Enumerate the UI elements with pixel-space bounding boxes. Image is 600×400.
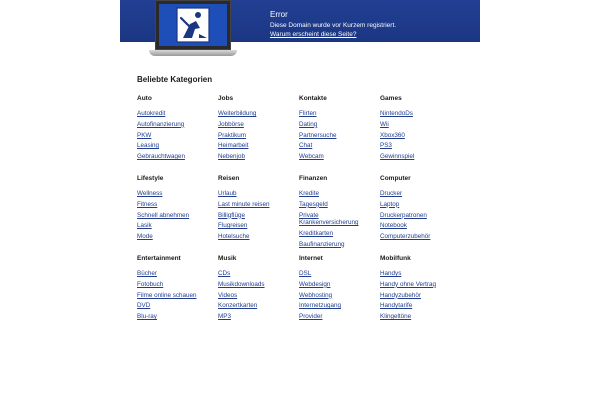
category-link[interactable]: MP3 xyxy=(218,313,231,321)
category-link[interactable]: Videos xyxy=(218,291,238,299)
category-row xyxy=(137,175,477,255)
category-link[interactable]: Laptop xyxy=(380,200,400,208)
category-link[interactable]: Partnersuche xyxy=(299,131,337,139)
category-link[interactable]: Webcam xyxy=(299,153,324,161)
category-row xyxy=(137,255,477,335)
category-title: Auto xyxy=(137,95,152,102)
category-link[interactable]: Druckerpatronen xyxy=(380,211,427,219)
category-link[interactable]: Fotobuch xyxy=(137,280,164,288)
category-internet xyxy=(299,255,380,335)
category-link[interactable]: Handys xyxy=(380,270,402,277)
category-link[interactable]: Provider xyxy=(299,313,323,321)
category-link[interactable]: Xbox360 xyxy=(380,131,405,139)
category-link[interactable]: Tagesgeld xyxy=(299,200,328,208)
category-link[interactable]: Gewinnspiel xyxy=(380,153,415,161)
category-link[interactable]: Handytarife xyxy=(380,302,413,310)
category-link[interactable]: Dating xyxy=(299,120,318,128)
category-link[interactable]: Lasik xyxy=(137,222,152,230)
category-title: Mobilfunk xyxy=(380,255,411,262)
category-link[interactable]: CDs xyxy=(218,270,231,277)
error-title: Error xyxy=(270,10,288,19)
category-link[interactable]: Computerzubehör xyxy=(380,233,431,241)
category-auto xyxy=(137,95,218,175)
category-computer xyxy=(380,175,461,255)
category-link[interactable]: Flirten xyxy=(299,110,317,117)
why-this-page-link[interactable]: Warum erscheint diese Seite? xyxy=(270,31,357,38)
category-link[interactable]: Bücher xyxy=(137,270,157,277)
category-link[interactable]: Fitness xyxy=(137,200,158,208)
category-kontakte xyxy=(299,95,380,175)
category-link[interactable]: Konzertkarten xyxy=(218,302,258,310)
category-link[interactable]: Drucker xyxy=(380,190,403,197)
category-link[interactable]: Handy ohne Vertrag xyxy=(380,280,437,288)
category-link[interactable]: PS3 xyxy=(380,142,392,150)
category-link[interactable]: Autokredit xyxy=(137,110,166,117)
category-link[interactable]: Flugreisen xyxy=(218,222,248,230)
category-title: Jobs xyxy=(218,95,234,102)
popular-categories-heading: Beliebte Kategorien xyxy=(137,75,213,84)
category-link[interactable]: Praktikum xyxy=(218,131,246,139)
category-link[interactable]: Urlaub xyxy=(218,190,237,197)
category-link[interactable]: Last minute reisen xyxy=(218,200,270,208)
error-message: Diese Domain wurde vor Kurzem registriert. xyxy=(270,22,397,29)
category-link[interactable]: Baufinanzierung xyxy=(299,240,345,248)
category-lifestyle xyxy=(137,175,218,255)
category-link[interactable]: Filme online schauen xyxy=(137,291,197,299)
category-row xyxy=(137,95,477,175)
category-link[interactable]: Kreditkarten xyxy=(299,229,333,237)
category-link[interactable]: Wellness xyxy=(137,190,163,197)
category-link[interactable]: Webdesign xyxy=(299,280,331,288)
category-link[interactable]: Handyzubehör xyxy=(380,291,421,299)
category-link[interactable]: Blu-ray xyxy=(137,313,157,321)
category-link[interactable]: Private Krankenversicherung xyxy=(299,211,359,227)
category-link[interactable]: NintendoDs xyxy=(380,110,413,117)
category-link[interactable]: Jobbörse xyxy=(218,120,244,128)
category-link[interactable]: Internetzugang xyxy=(299,302,342,310)
category-link[interactable]: PKW xyxy=(137,131,152,139)
category-title: Internet xyxy=(299,255,323,262)
category-link[interactable]: Wii xyxy=(380,120,389,128)
category-title: Lifestyle xyxy=(137,175,164,182)
category-link[interactable]: Heimarbeit xyxy=(218,142,249,150)
category-link[interactable]: Leasing xyxy=(137,142,160,150)
category-reisen xyxy=(218,175,299,255)
error-message-block xyxy=(270,10,396,39)
category-games xyxy=(380,95,461,175)
category-link[interactable]: Schnell abnehmen xyxy=(137,211,190,219)
category-link[interactable]: DVD xyxy=(137,302,151,310)
category-link[interactable]: DSL xyxy=(299,270,312,277)
category-link[interactable]: Weiterbildung xyxy=(218,110,257,117)
category-jobs xyxy=(218,95,299,175)
category-title: Reisen xyxy=(218,175,240,182)
category-finanzen xyxy=(299,175,380,255)
category-grid xyxy=(137,95,477,335)
category-link[interactable]: Notebook xyxy=(380,222,407,230)
category-link[interactable]: Billigflüge xyxy=(218,211,245,219)
category-title: Computer xyxy=(380,175,411,182)
laptop-illustration xyxy=(149,0,237,58)
category-link[interactable]: Webhosting xyxy=(299,291,333,299)
construction-worker-icon xyxy=(159,4,227,46)
category-link[interactable]: Musikdownloads xyxy=(218,280,265,288)
category-link[interactable]: Chat xyxy=(299,142,313,150)
category-entertainment xyxy=(137,255,218,335)
category-link[interactable]: Nebenjob xyxy=(218,153,245,161)
category-title: Musik xyxy=(218,255,237,262)
category-mobilfunk xyxy=(380,255,461,335)
category-title: Finanzen xyxy=(299,175,328,182)
category-link[interactable]: Hotelsuche xyxy=(218,233,250,241)
category-title: Kontakte xyxy=(299,95,327,102)
category-link[interactable]: Klingeltöne xyxy=(380,313,412,321)
category-link[interactable]: Gebrauchtwagen xyxy=(137,153,185,161)
laptop-base xyxy=(149,50,237,56)
category-link[interactable]: Autofinanzierung xyxy=(137,120,185,128)
category-title: Games xyxy=(380,95,402,102)
category-link[interactable]: Mode xyxy=(137,233,153,241)
category-title: Entertainment xyxy=(137,255,181,262)
category-musik xyxy=(218,255,299,335)
category-link[interactable]: Kredite xyxy=(299,190,319,197)
